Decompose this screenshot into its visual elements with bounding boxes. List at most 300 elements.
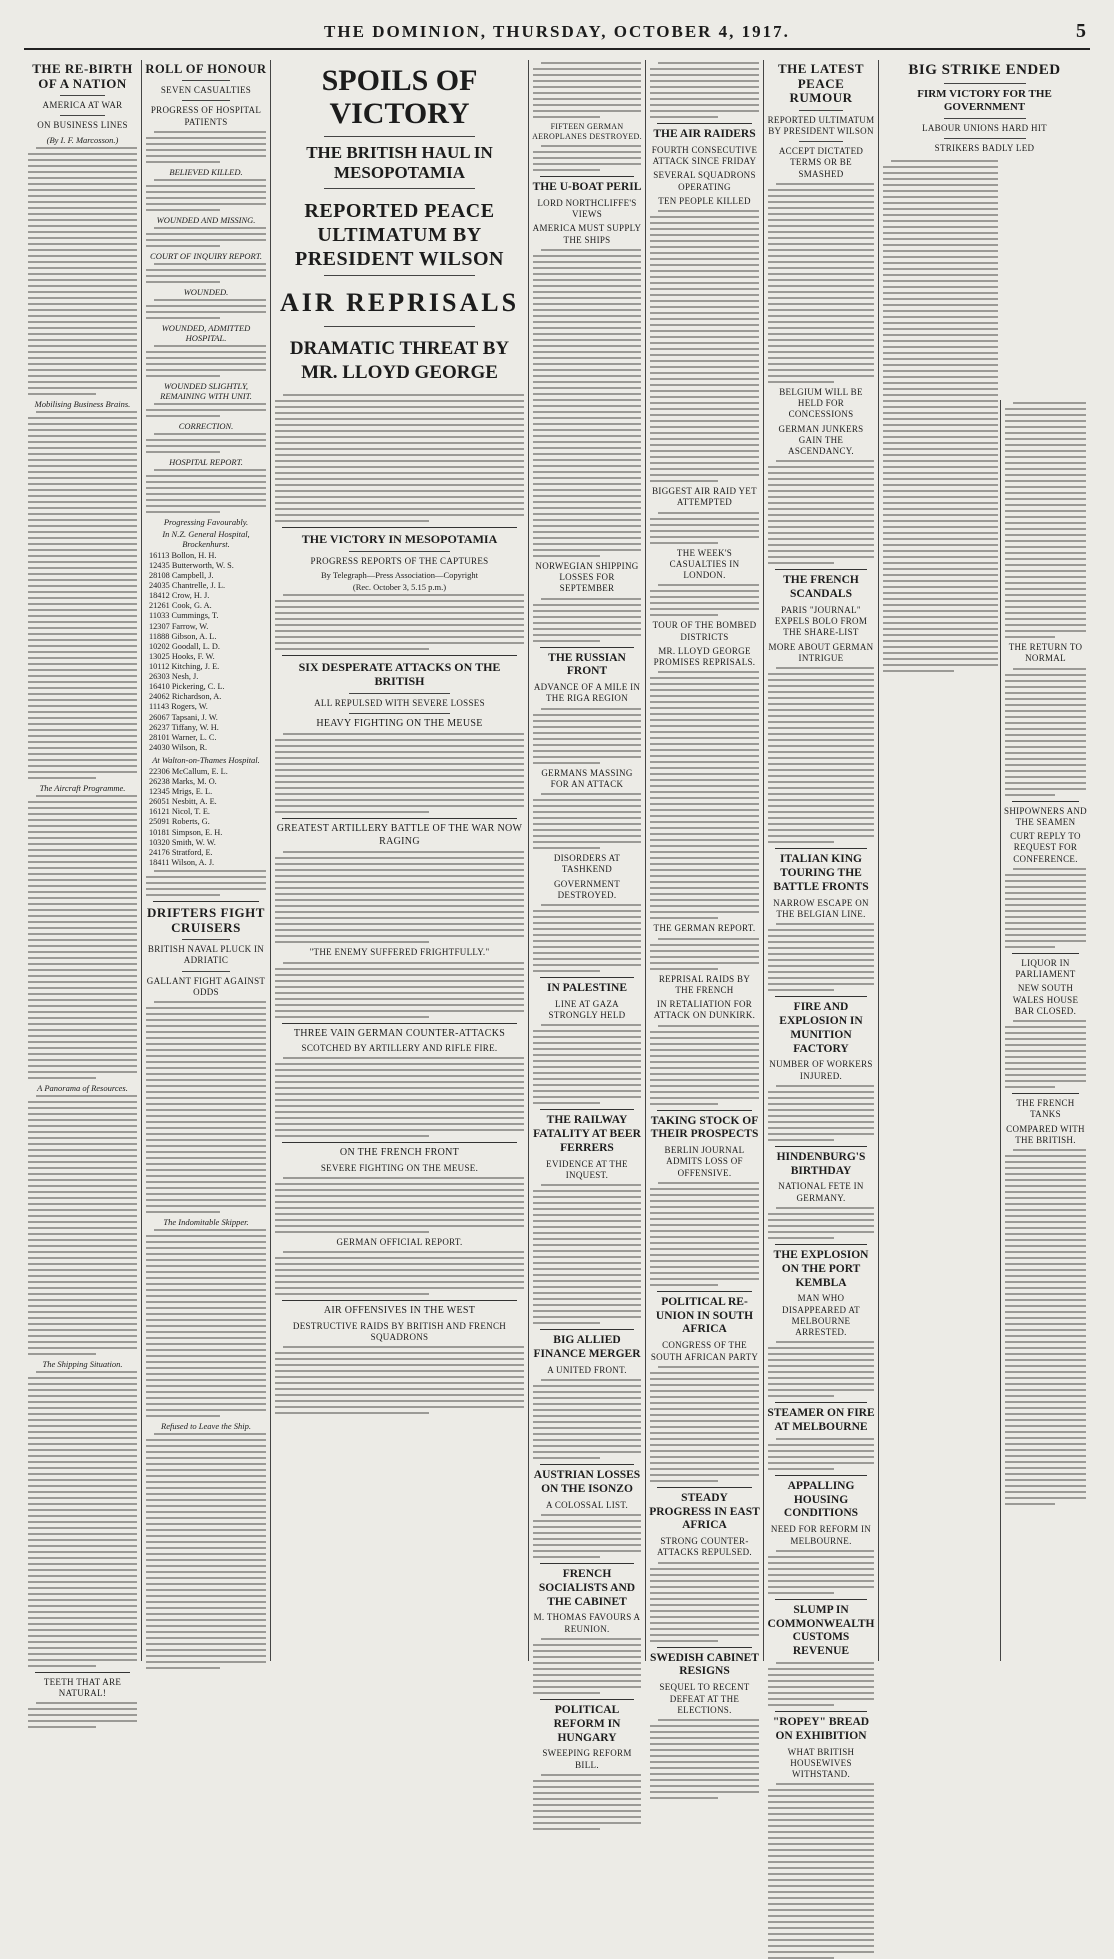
text-line [658, 1719, 759, 1721]
text-line [275, 1105, 524, 1107]
text-line [883, 340, 998, 342]
text-line [533, 1686, 641, 1688]
text-line [28, 1329, 137, 1331]
text-line [891, 160, 998, 162]
text-line [541, 1774, 641, 1776]
text-line [28, 1557, 137, 1559]
text-line [533, 169, 600, 171]
text-line [1005, 1203, 1086, 1205]
text-line [146, 305, 266, 307]
text-line [1005, 1155, 1086, 1157]
article-subheadline: WHAT BRITISH HOUSEWIVES WITHSTAND. [787, 1746, 855, 1780]
text-line [650, 851, 759, 853]
text-line [768, 1121, 874, 1123]
text-line [883, 664, 998, 666]
text-line [28, 741, 137, 743]
hospital-list [149, 551, 263, 753]
text-line [1005, 794, 1055, 796]
hospital-list [149, 767, 263, 868]
text-line [146, 203, 266, 205]
text-line [154, 131, 266, 133]
text-line [768, 811, 874, 813]
text-line [883, 388, 998, 390]
text-line [650, 1037, 759, 1039]
hospital-list-item: 10202 Goodall, L. D. [149, 641, 220, 651]
text-line [275, 739, 524, 741]
text-line [533, 1036, 641, 1038]
article-subheadline: SCOTCHED BY ARTILLERY AND RIFLE FIRE. [301, 1043, 498, 1054]
text-line [1005, 1479, 1086, 1481]
text-line [533, 934, 641, 936]
text-line [650, 1260, 759, 1262]
text-line [1005, 1215, 1086, 1217]
text-line [28, 699, 137, 701]
article-headline: TOUR OF THE BOMBED DISTRICTS [652, 620, 757, 642]
text-line [883, 412, 998, 414]
text-line [146, 185, 266, 187]
text-line [650, 1604, 759, 1606]
text-line [28, 1726, 96, 1728]
text-line [883, 310, 998, 312]
text-line [275, 980, 524, 982]
text-line [275, 887, 524, 889]
text-line [650, 110, 759, 112]
text-line [650, 222, 759, 224]
article-headline: DISORDERS AT TASHKEND [553, 853, 621, 875]
text-line [650, 1450, 759, 1452]
hospital-list-item: 16410 Pickering, C. L. [149, 682, 225, 692]
text-line [768, 1927, 874, 1929]
text-line [658, 584, 759, 586]
text-line [650, 1616, 759, 1618]
text-line [768, 526, 874, 528]
hospital-list-item: 22306 McCallum, E. L. [149, 766, 228, 776]
text-line [776, 1783, 874, 1785]
text-line [1005, 1359, 1086, 1361]
text-line [28, 1563, 137, 1565]
text-line [1005, 564, 1086, 566]
text-line [28, 1239, 137, 1241]
text-line [1005, 922, 1086, 924]
text-block [275, 1177, 524, 1233]
text-line [28, 1497, 137, 1499]
column-8 [1001, 400, 1090, 1663]
text-line [146, 1649, 266, 1651]
text-line [28, 201, 137, 203]
text-line [146, 481, 266, 483]
text-line [146, 1601, 266, 1603]
text-line [1005, 1239, 1086, 1241]
text-line [1005, 1287, 1086, 1289]
text-line [768, 1921, 874, 1923]
text-line [768, 1115, 874, 1117]
text-line [650, 749, 759, 751]
text-line [28, 1665, 96, 1667]
text-line [883, 292, 998, 294]
text-line [883, 208, 998, 210]
text-line [650, 306, 759, 308]
text-line [533, 315, 641, 317]
text-line [275, 466, 524, 468]
main-headline-4: AIR REPRISALS [279, 287, 520, 317]
text-line [768, 381, 834, 383]
text-line [275, 805, 524, 807]
text-line [146, 1493, 266, 1495]
text-line [275, 857, 524, 859]
text-line [28, 1617, 137, 1619]
text-line [768, 757, 874, 759]
text-line [768, 1903, 874, 1905]
text-line [275, 1231, 429, 1233]
hospital-list-item: 10320 Smith, W. W. [149, 837, 216, 847]
text-line [275, 1183, 524, 1185]
text-line [28, 1611, 137, 1613]
text-line [541, 793, 641, 795]
text-line [1013, 1020, 1086, 1022]
text-line [768, 1668, 874, 1670]
text-line [28, 1347, 137, 1349]
text-line [650, 1031, 759, 1033]
text-line [275, 757, 524, 759]
text-line [146, 1061, 266, 1063]
article-headline: THE FRENCH TANKS [1016, 1098, 1075, 1120]
text-line [768, 1873, 874, 1875]
text-line [533, 309, 641, 311]
text-line [28, 687, 137, 689]
text-line [1005, 1449, 1086, 1451]
hospital-list-item: 12345 Mrigs, E. L. [149, 787, 213, 797]
hospital-list-item: 24030 Wilson, R. [149, 742, 208, 752]
text-line [768, 1879, 874, 1881]
text-line [883, 580, 998, 582]
text-line [650, 1628, 759, 1630]
text-line [146, 1055, 266, 1057]
text-line [883, 466, 998, 468]
text-line [883, 400, 998, 402]
article-subheadline: COMPARED WITH THE BRITISH. [1006, 1123, 1085, 1145]
text-block [146, 433, 266, 453]
text-line [533, 501, 641, 503]
text-line [650, 1743, 759, 1745]
text-line [1005, 570, 1086, 572]
text-line [650, 725, 759, 727]
text-line [1005, 940, 1086, 942]
text-line [1005, 710, 1086, 712]
text-line [658, 512, 759, 514]
text-line [650, 432, 759, 434]
text-line [146, 1469, 266, 1471]
text-line [275, 472, 524, 474]
text-line [275, 1275, 524, 1277]
text-line [533, 513, 641, 515]
text-line [28, 561, 137, 563]
text-line [1005, 1026, 1086, 1028]
text-line [28, 1215, 137, 1217]
section-subhead: WOUNDED. [183, 286, 229, 297]
text-line [1005, 1257, 1086, 1259]
text-line [533, 1232, 641, 1234]
text-line [533, 1556, 600, 1558]
text-line [146, 1577, 266, 1579]
text-line [1013, 868, 1086, 870]
text-line [28, 1437, 137, 1439]
text-line [28, 207, 137, 209]
text-line [883, 610, 998, 612]
text-line [28, 705, 137, 707]
text-line [883, 442, 998, 444]
article-subheadline: MR. LLOYD GEORGE PROMISES REPRISALS. [653, 645, 756, 668]
text-line [650, 116, 718, 118]
article-headline: BELGIUM WILL BE HELD FOR CONCESSIONS [779, 386, 863, 420]
text-line [146, 1589, 266, 1591]
text-line [36, 795, 137, 797]
article-subheadline: FOURTH CONSECUTIVE ATTACK SINCE FRIDAY [651, 144, 758, 167]
text-line [768, 1568, 874, 1570]
text-line [28, 645, 137, 647]
text-line [768, 715, 874, 717]
text-line [768, 1807, 874, 1809]
text-line [533, 1220, 641, 1222]
text-line [275, 448, 524, 450]
text-line [533, 399, 641, 401]
article-headline: ITALIAN KING TOURING THE BATTLE FRONTS [773, 853, 869, 893]
hospital-list-item: 10181 Simpson, E. H. [149, 827, 223, 837]
text-line [275, 863, 524, 865]
text-line [533, 817, 641, 819]
hospital-list-item: 10112 Kitching, J. E. [149, 661, 220, 671]
text-line [768, 1698, 874, 1700]
text-line [28, 597, 137, 599]
text-line [650, 294, 759, 296]
text-line [146, 1595, 266, 1597]
text-line [533, 351, 641, 353]
text-line [768, 685, 874, 687]
text-line [776, 1662, 874, 1664]
article-headline: HINDENBURG'S BIRTHDAY [776, 1150, 866, 1177]
text-line [883, 298, 998, 300]
text-line [533, 1816, 641, 1818]
text-line [146, 209, 220, 211]
text-line [650, 444, 759, 446]
text-line [146, 1115, 266, 1117]
article-subheadline: EVIDENCE AT THE INQUEST. [546, 1158, 628, 1181]
text-line [28, 1251, 137, 1253]
text-line [146, 1457, 266, 1459]
text-line [650, 246, 759, 248]
text-line [275, 935, 524, 937]
text-line [768, 1347, 874, 1349]
text-line [650, 809, 759, 811]
text-line [883, 622, 998, 624]
text-line [650, 803, 759, 805]
text-line [883, 550, 998, 552]
text-line [1005, 886, 1086, 888]
text-block [650, 1366, 759, 1482]
text-line [28, 1059, 137, 1061]
text-line [28, 1065, 137, 1067]
text-line [275, 787, 524, 789]
text-line [533, 92, 641, 94]
section-subhead: WOUNDED, ADMITTED HOSPITAL. [161, 322, 251, 343]
text-line [146, 155, 266, 157]
text-line [28, 213, 137, 215]
text-line [28, 381, 137, 383]
text-line [883, 418, 998, 420]
text-line [1005, 1185, 1086, 1187]
text-line [768, 285, 874, 287]
text-line [28, 639, 137, 641]
text-line [1005, 1467, 1086, 1469]
main-headline-3: REPORTED PEACE ULTIMATUM BY PRESIDENT WILSON [295, 199, 504, 270]
text-line [275, 1081, 524, 1083]
text-block [28, 1702, 137, 1728]
text-line [146, 1133, 266, 1135]
text-line [533, 616, 641, 618]
text-line [1005, 1221, 1086, 1223]
text-line [28, 1473, 137, 1475]
text-line [146, 1175, 266, 1177]
text-line [533, 928, 641, 930]
text-line [768, 1795, 874, 1797]
text-line [146, 1547, 266, 1549]
text-line [1005, 928, 1086, 930]
text-line [275, 1287, 524, 1289]
article-subheadline: SWEEPING REFORM BILL. [542, 1748, 632, 1770]
article-headline: APPALLING HOUSING CONDITIONS [783, 1479, 859, 1520]
text-line [275, 502, 524, 504]
text-line [28, 621, 137, 623]
text-line [883, 592, 998, 594]
text-line [146, 1361, 266, 1363]
text-line [533, 423, 641, 425]
text-line [768, 781, 874, 783]
text-line [650, 1224, 759, 1226]
text-line [28, 1377, 137, 1379]
text-line [533, 333, 641, 335]
text-line [650, 755, 759, 757]
text-line [146, 1415, 220, 1417]
article-headline: FIRE AND EXPLOSION IN MUNITION FACTORY [779, 1001, 863, 1055]
text-line [883, 322, 998, 324]
text-line [1005, 1032, 1086, 1034]
text-line [658, 938, 759, 940]
text-line [650, 614, 718, 616]
text-line [28, 669, 137, 671]
text-line [146, 1247, 266, 1249]
text-line [768, 279, 874, 281]
text-line [28, 1641, 137, 1643]
text-line [533, 441, 641, 443]
text-line [650, 378, 759, 380]
text-line [533, 1208, 641, 1210]
text-line [768, 1867, 874, 1869]
text-line [28, 225, 137, 227]
hospital-list-item: 13025 Hooks, F. W. [149, 651, 215, 661]
text-line [28, 483, 137, 485]
text-line [146, 1235, 266, 1237]
article-headline: BIG STRIKE ENDED [908, 62, 1061, 78]
text-line [275, 1281, 524, 1283]
text-block [650, 1025, 759, 1105]
hospital-list-item: 18412 Crow, H. J. [149, 591, 210, 601]
text-line [650, 821, 759, 823]
section-subhead: In N.Z. General Hospital, Brockenhurst. [162, 528, 250, 549]
text-line [275, 418, 524, 420]
text-line [533, 1310, 641, 1312]
text-block [650, 938, 759, 970]
text-line [28, 1071, 137, 1073]
text-line [283, 594, 524, 596]
column-1 [24, 60, 141, 1698]
text-line [28, 1221, 137, 1223]
text-line [28, 873, 137, 875]
text-line [768, 1861, 874, 1863]
text-line [1005, 898, 1086, 900]
text-line [533, 622, 641, 624]
text-line [650, 956, 759, 958]
text-line [883, 574, 998, 576]
text-line [768, 369, 874, 371]
text-line [883, 172, 998, 174]
text-line [883, 454, 998, 456]
text-line [883, 244, 998, 246]
text-line [146, 1199, 266, 1201]
text-line [883, 382, 998, 384]
text-line [883, 424, 998, 426]
text-line [650, 761, 759, 763]
text-line [776, 460, 874, 462]
text-line [533, 1298, 641, 1300]
text-line [275, 1010, 524, 1012]
text-line [1005, 594, 1086, 596]
text-line [533, 429, 641, 431]
article-headline: LIQUOR IN PARLIAMENT [1015, 957, 1076, 979]
hospital-list-item: 26238 Marks, M. O. [149, 777, 217, 787]
text-line [146, 1475, 266, 1477]
text-line [28, 531, 137, 533]
text-line [146, 1319, 266, 1321]
text-line [533, 549, 641, 551]
text-line [28, 1635, 137, 1637]
text-line [146, 269, 266, 271]
hospital-list-item: 26237 Tiffany, W. H. [149, 722, 219, 732]
text-line [883, 196, 998, 198]
text-line [533, 327, 641, 329]
text-line [28, 1389, 137, 1391]
text-line [1005, 1263, 1086, 1265]
text-line [883, 226, 998, 228]
text-block [1005, 668, 1086, 796]
text-line [146, 451, 220, 453]
text-line [28, 1353, 96, 1355]
text-line [650, 1737, 759, 1739]
text-line [533, 1066, 641, 1068]
text-line [533, 1520, 641, 1522]
text-line [650, 68, 759, 70]
text-line [883, 202, 998, 204]
text-line [650, 1061, 759, 1063]
hospital-list-item: 26067 Tapsani, J. W. [149, 712, 218, 722]
text-line [650, 827, 759, 829]
text-line [883, 304, 998, 306]
text-line [1005, 1074, 1086, 1076]
text-line [650, 602, 759, 604]
text-line [28, 885, 137, 887]
text-line [28, 567, 137, 569]
text-line [28, 1275, 137, 1277]
text-line [275, 1004, 524, 1006]
text-line [768, 249, 874, 251]
